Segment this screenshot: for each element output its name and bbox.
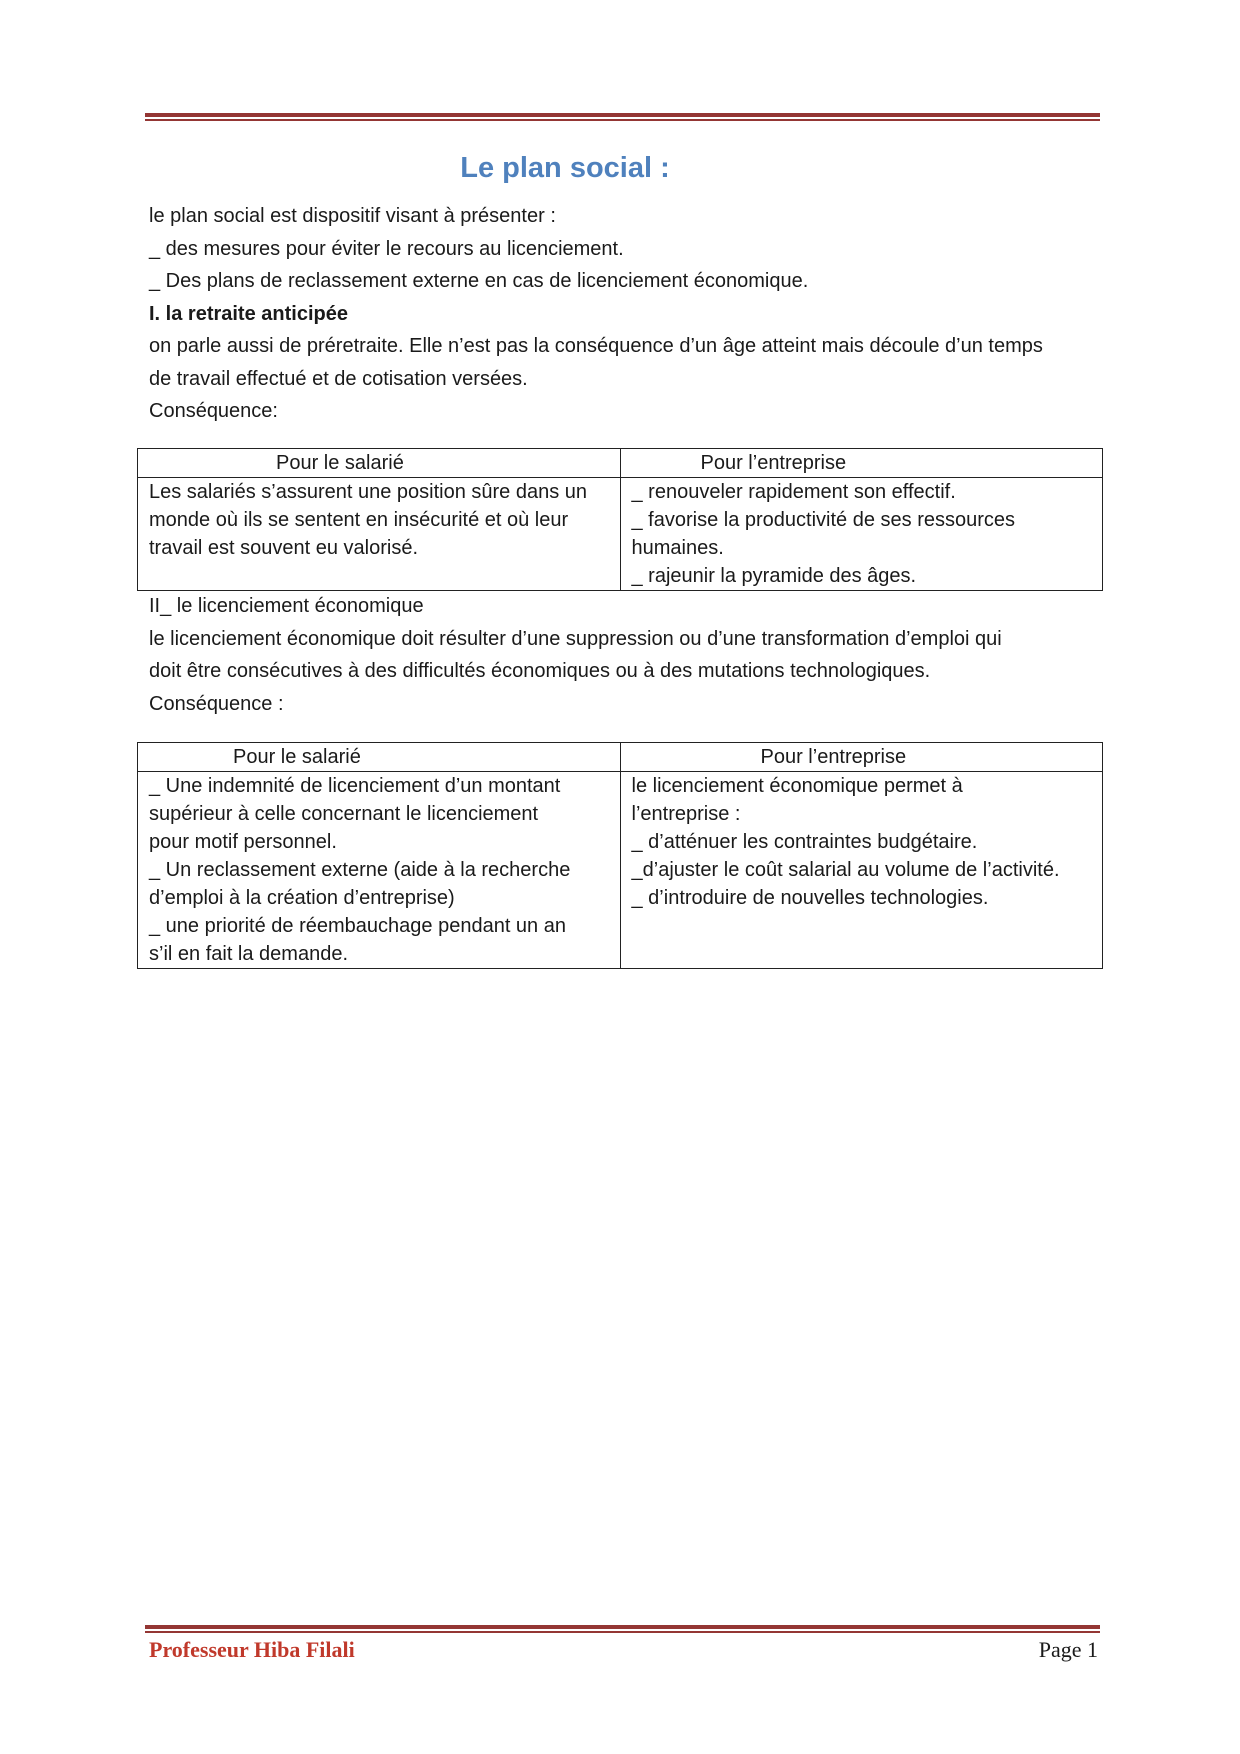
section2-table [137,742,1103,969]
cell-line: pour motif personnel. [149,831,337,853]
section1-heading: I. la retraite anticipée [149,302,348,325]
cell-line: _ d’introduire de nouvelles technologies. [631,887,989,909]
table-cell-salarie [138,772,621,969]
section1-text-1: on parle aussi de préretraite. Elle n’est pas la conséquence d’un âge atteint mais découle d’un temps [149,335,1043,357]
table-header-entreprise: Pour l’entreprise [620,743,1103,772]
table-cell-salarie [138,478,621,591]
intro-line-3: _ Des plans de reclassement externe en cas de licenciement économique. [149,270,809,292]
header-rule-thin [145,119,1100,121]
table-header-row [138,743,1103,772]
cell-line: _ d’atténuer les contraintes budgétaire. [631,831,978,853]
table-header-salarie: Pour le salarié [138,449,621,478]
footer-rule-thick [145,1625,1100,1629]
cell-line: _ rajeunir la pyramide des âges. [631,565,917,587]
footer-page-number: Page 1 [1038,1637,1098,1662]
table-header-row [138,449,1103,478]
section2-text-1: le licenciement économique doit résulter d’une suppression ou d’une transformation d’emploi qui [149,627,1002,650]
section1-table [137,448,1103,591]
cell-line: monde où ils se sentent en insécurité et où leur [149,509,569,531]
cell-line: _d’ajuster le coût salarial au volume de l’activité. [631,859,1060,881]
cell-line: _ une priorité de réembauchage pendant un an [149,915,566,937]
header-rule [145,113,1100,123]
table-cell-entreprise [620,772,1103,969]
cell-line: _ renouveler rapidement son effectif. [631,481,956,503]
footer-rule [145,1625,1100,1635]
section2-heading: II_ le licenciement économique [149,595,424,617]
table-header-salarie: Pour le salarié [138,743,621,772]
section1-consequence: Conséquence: [149,400,278,422]
page-title [0,152,1130,185]
section2-consequence: Conséquence : [149,692,284,715]
cell-line: _ Un reclassement externe (aide à la recherche [149,859,571,881]
intro-line-2: _ des mesures pour éviter le recours au licenciement. [149,237,624,260]
cell-line: d’emploi à la création d’entreprise) [149,887,455,909]
page-title-text: Le plan social : [460,152,670,184]
table-row [138,478,1103,591]
section2-text-2: doit être consécutives à des difficultés économiques ou à des mutations technologiques. [149,660,931,682]
cell-line: _ favorise la productivité de ses ressources [631,509,1016,531]
section2-body [149,590,1109,720]
footer-rule-thin [145,1631,1100,1633]
header-rule-thick [145,113,1100,117]
intro-line-1: le plan social est dispositif visant à présenter : [149,205,556,227]
cell-line: humaines. [631,537,724,559]
document-body [149,200,1109,428]
cell-line: Les salariés s’assurent une position sûre dans un [149,481,588,503]
cell-line: travail est souvent eu valorisé. [149,537,419,559]
table-row [138,772,1103,969]
table-cell-entreprise [620,478,1103,591]
cell-line: le licenciement économique permet à [631,775,963,797]
cell-line: s’il en fait la demande. [149,943,349,965]
cell-line: _ Une indemnité de licenciement d’un montant [149,775,561,797]
footer-author: Professeur Hiba Filali [149,1637,355,1662]
cell-line: supérieur à celle concernant le licenciement [149,803,539,825]
section1-text-2: de travail effectué et de cotisation versées. [149,367,528,390]
cell-line: l’entreprise : [631,803,741,825]
table-header-entreprise: Pour l’entreprise [620,449,1103,478]
